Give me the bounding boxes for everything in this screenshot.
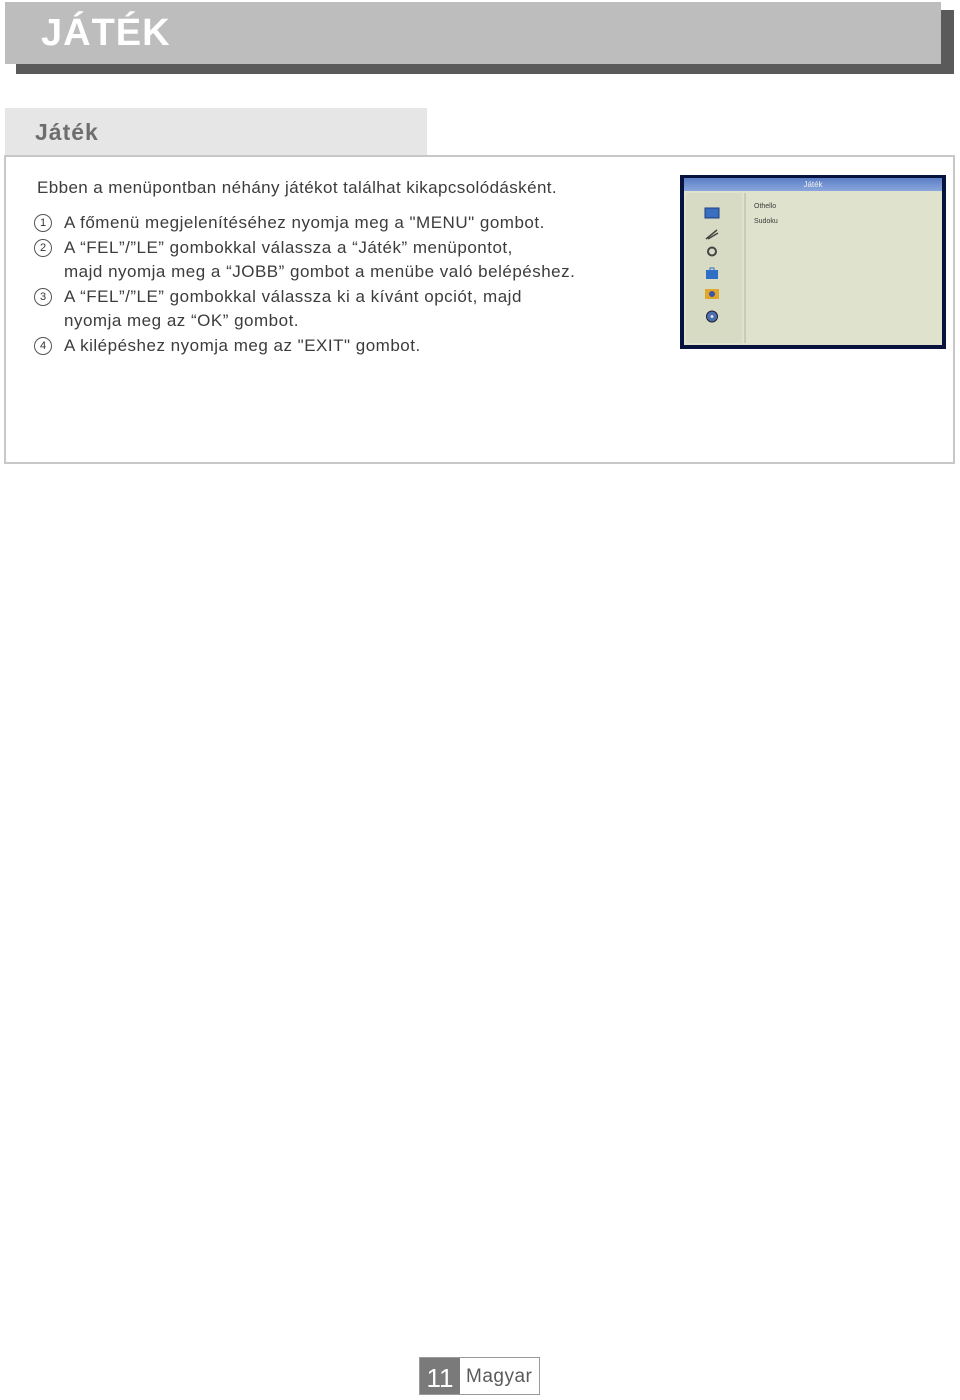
title-banner xyxy=(5,2,941,64)
step-line: majd nyomja meg a “JOBB” gombot a menübe való belépéshez. xyxy=(64,262,576,282)
page-title: JÁTÉK xyxy=(41,12,171,54)
tv-menu-title: Játék xyxy=(803,180,823,189)
language-label: Magyar xyxy=(466,1366,533,1387)
tv-menu-titlebar xyxy=(684,178,942,191)
disc-icon xyxy=(704,310,720,323)
steps-list xyxy=(32,211,672,359)
tv-icon xyxy=(704,207,720,220)
step-line: A “FEL”/”LE” gombokkal válassza a “Játék” menüpontot, xyxy=(64,237,513,257)
step-2 xyxy=(32,236,672,285)
step-line: A “FEL”/”LE” gombokkal válassza ki a kívánt opciót, majd xyxy=(64,286,522,306)
page-footer xyxy=(419,1357,540,1395)
intro-text: Ebben a menüpontban néhány játékot találhat kikapcsolódásként. xyxy=(37,178,558,197)
step-3 xyxy=(32,285,672,334)
step-number: 2 xyxy=(34,239,52,257)
tv-option-othello: Othello xyxy=(754,203,777,210)
tv-menu-screenshot xyxy=(680,175,946,349)
step-line: A kilépéshez nyomja meg az "EXIT" gombot. xyxy=(64,335,421,355)
tv-option-sudoku: Sudoku xyxy=(754,218,778,225)
section-title: Játék xyxy=(35,119,99,145)
step-number: 3 xyxy=(34,288,52,306)
game-icon xyxy=(704,287,720,300)
step-1 xyxy=(32,211,672,236)
page-number: 11 xyxy=(420,1358,460,1394)
step-number: 4 xyxy=(34,337,52,355)
step-line: A főmenü megjelenítéséhez nyomja meg a "MENU" gombot. xyxy=(64,213,545,232)
settings-icon xyxy=(704,245,720,258)
step-number: 1 xyxy=(34,214,52,232)
step-4 xyxy=(32,334,672,359)
tv-menu-panel xyxy=(684,178,942,345)
satellite-icon xyxy=(704,228,720,241)
section-tab xyxy=(5,108,427,156)
tv-menu-divider xyxy=(744,193,746,343)
content-box xyxy=(4,155,955,464)
step-line: nyomja meg az “OK” gombot. xyxy=(64,311,300,331)
toolbox-icon xyxy=(704,267,720,280)
tv-menu-sidebar xyxy=(686,193,742,343)
